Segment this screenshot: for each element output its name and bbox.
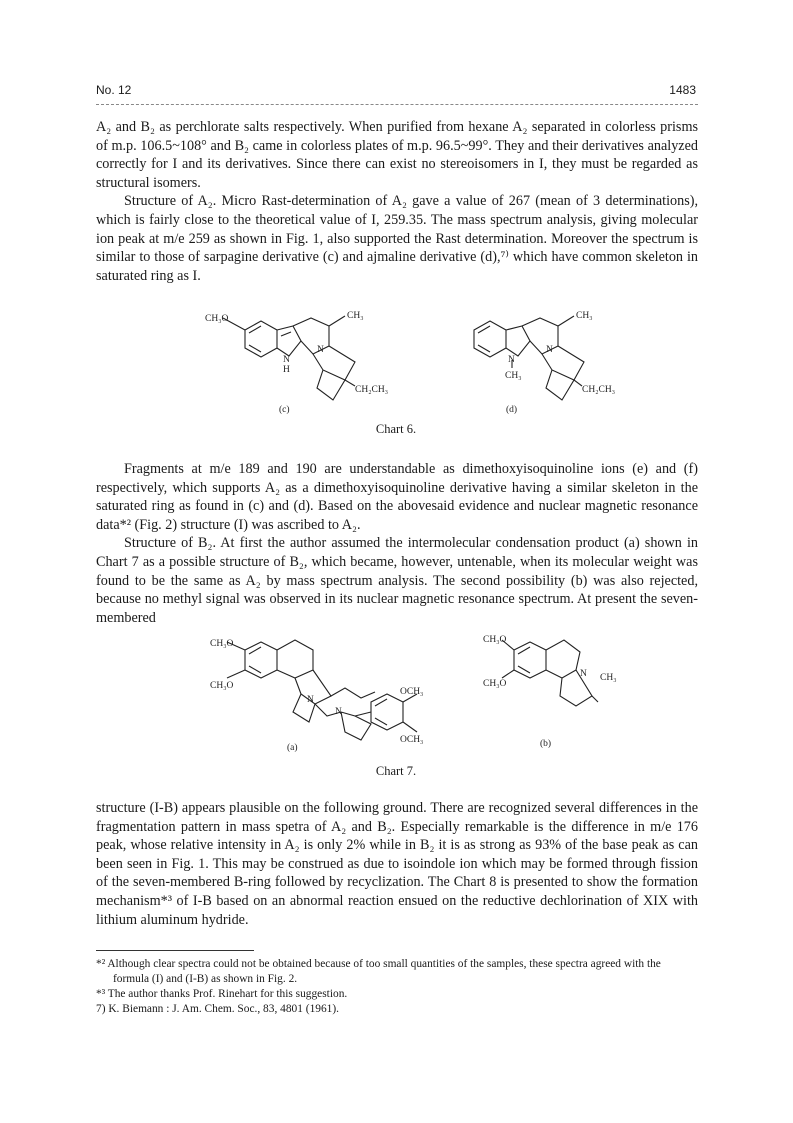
methoxy-label: CH₃O — [205, 314, 229, 324]
methoxy-top-label: CH₃O — [483, 635, 507, 645]
paragraph: Structure of B₂. At first the author assumed the intermolecular condensation product (a) shown in Chart 7 as a possible structure of B₂, which became, however, untenable, when its molecular weight was found to be the same as A₂ by mass spectrum analysis. The second possibility (b) was also rejected, because no methyl signal was observed in its nuclear magnetic resonance spectrum. At present the seven-membered — [96, 535, 698, 626]
paragraph: Fragments at m/e 189 and 190 are understandable as dimethoxyisoquinoline ions (e) and (f) respectively, which supports A₂ as a dimethoxyisoquinoline derivative having a similar skeleton in the saturated ring as found in (c) and (d). Based on the abovesaid evidence and nuclear magnetic resonance data*² (Fig. 2) structure (I) was ascribed to A₂. — [96, 461, 698, 533]
body-text-top — [96, 118, 698, 285]
paragraph: A₂ and B₂ as perchlorate salts respectively. When purified from hexane A₂ separated in colorless prisms of m.p. 106.5~108° and B₂ came in colorless plates of m.p. 96.5~99°. They and their derivatives analyzed correctly for I and its derivatives. Since there can exist no stereoisomers in I, they must be regarded as structural isomers. — [96, 119, 698, 191]
methoxy-right-bottom-label: OCH₃ — [400, 735, 424, 745]
structure-d-tag: (d) — [506, 405, 518, 415]
page-number: 1483 — [669, 83, 696, 97]
paragraph: Structure of A₂. Micro Rast-determination of A₂ gave a value of 267 (mean of 3 determinations), which is fairly close to the theoretical value of I, 259.35. The mass spectrum analysis, giving molecular ion peak at m/e 259 as shown in Fig. 1, also supported the Rast determination. Moreover the spectrum is similar to those of sarpagine derivative (c) and ajmaline derivative (d),⁷⁾ which have common skeleton in saturated ring as I. — [96, 193, 698, 284]
structure-d — [460, 308, 660, 423]
n-methyl-label: CH₃ — [505, 371, 522, 381]
body-text-middle — [96, 460, 698, 627]
structure-c-drawing — [205, 308, 405, 418]
footnotes — [96, 957, 698, 1017]
journal-issue: No. 12 — [96, 83, 132, 97]
header-rule — [96, 104, 698, 105]
body-text-bottom — [96, 799, 698, 929]
n1-label: N — [307, 695, 314, 705]
structure-c — [205, 308, 405, 423]
n-label: N — [580, 669, 587, 679]
methyl-label: CH₃ — [347, 311, 364, 321]
structure-a-tag: (a) — [287, 743, 298, 753]
chart6-caption: Chart 6. — [375, 422, 417, 436]
footnote: *³ The author thanks Prof. Rinehart for this suggestion. — [96, 988, 348, 1000]
structure-b — [480, 632, 630, 757]
structure-a — [205, 632, 445, 762]
nh-h-label: H — [283, 365, 290, 375]
footnote-rule — [96, 950, 254, 951]
chart7-caption: Chart 7. — [375, 764, 417, 778]
methoxy-bottom-label: CH₃O — [483, 679, 507, 689]
structure-b-drawing — [480, 632, 630, 752]
ethyl-label: CH₂CH₃ — [355, 385, 389, 395]
structure-a-drawing — [205, 632, 445, 757]
methyl-label: CH₃ — [600, 673, 617, 683]
methyl-label: CH₃ — [576, 311, 593, 321]
reference: 7) K. Biemann : J. Am. Chem. Soc., 83, 4801 (1961). — [96, 1003, 339, 1015]
n2-label: N — [335, 707, 342, 717]
structure-b-tag: (b) — [540, 739, 552, 749]
indole-n-label: N — [508, 355, 515, 365]
indole-n-label: N — [283, 355, 290, 365]
bridge-n-label: N — [546, 345, 553, 355]
running-header — [96, 83, 696, 99]
methoxy-top-label: CH₃O — [210, 639, 234, 649]
methoxy-right-top-label: OCH₃ — [400, 687, 424, 697]
structure-c-tag: (c) — [279, 405, 290, 415]
bridge-n-label: N — [317, 345, 324, 355]
footnote: *² Although clear spectra could not be obtained because of too small quantities of the samples, these spectra agreed with the formula (I) and (I-B) as shown in Fig. 2. — [96, 958, 661, 985]
methoxy-bottom-label: CH₃O — [210, 681, 234, 691]
paragraph: structure (I-B) appears plausible on the following ground. There are recognized several differences in the fragmentation pattern in mass spetra of A₂ and B₂. Especially remarkable is the difference in m/e 176 peak, whose relative intensity in A₂ is only 2% while in B₂ it is as strong as 93% of the base peak as can been seen in Fig. 1. This may be construed as due to isoindole ion which may be formed through fission of the seven-membered B-ring followed by recyclization. The Chart 8 is presented to show the formation mechanism*³ of I-B based on an abnormal reaction ensued on the reductive dechlorination of XIX with lithium aluminum hydride. — [96, 800, 698, 928]
ethyl-label: CH₂CH₃ — [582, 385, 616, 395]
structure-d-drawing — [460, 308, 660, 418]
